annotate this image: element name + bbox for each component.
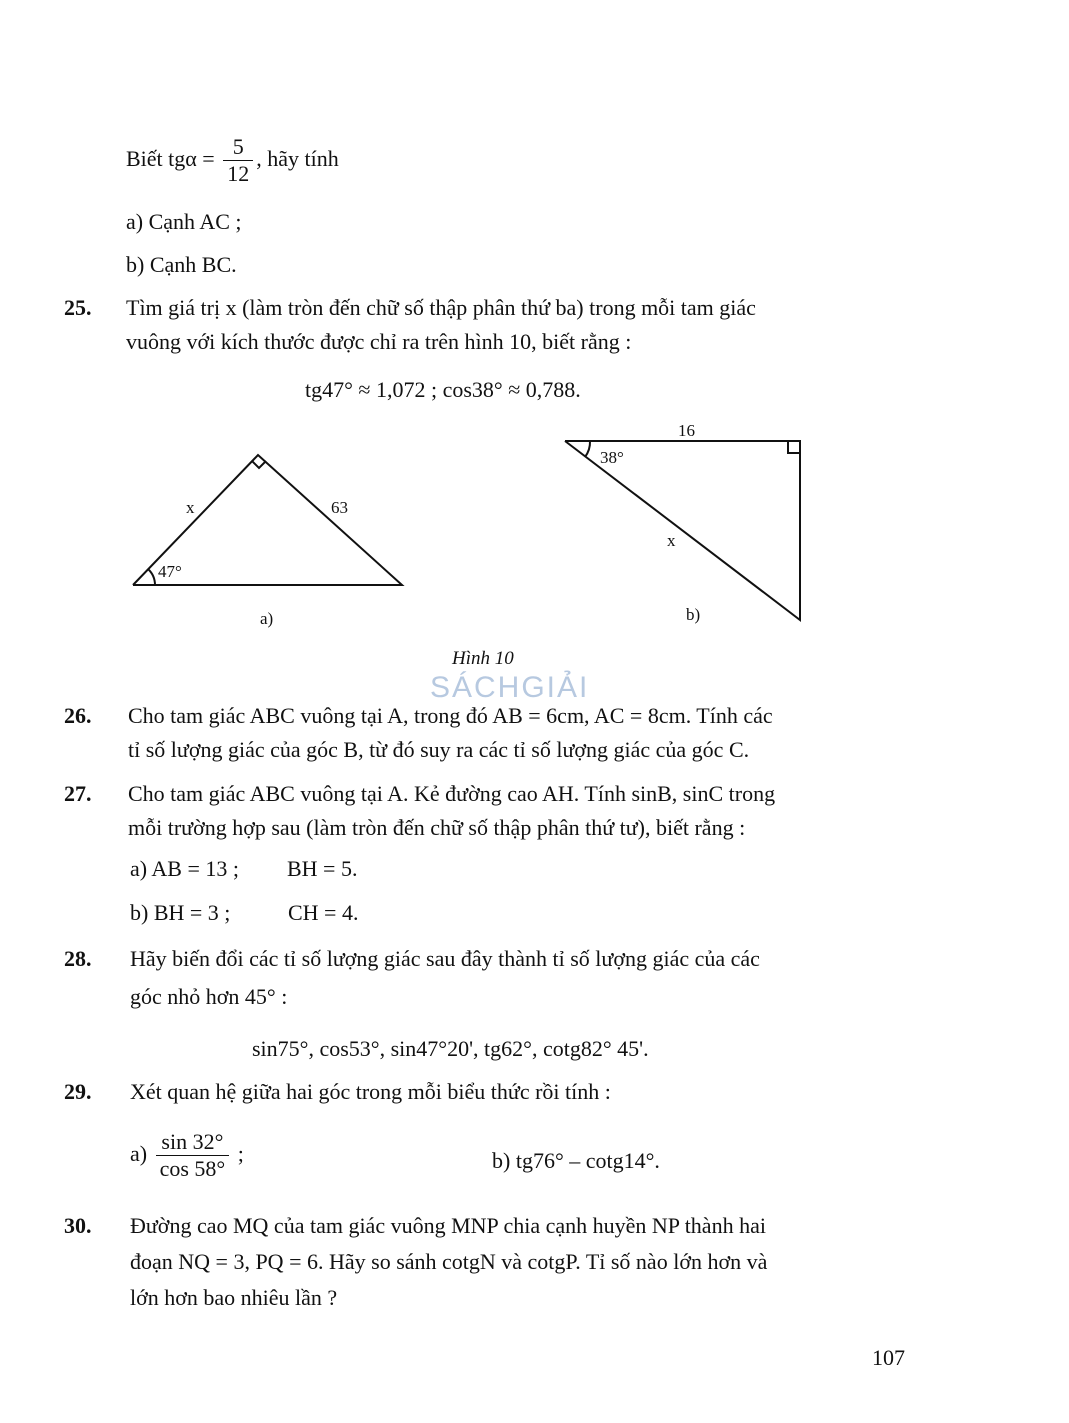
problem-27-line2: mỗi trường hợp sau (làm tròn đến chữ số thập phân thứ tư), biết rằng : [128, 815, 746, 840]
problem-25-line1: Tìm giá trị x (làm tròn đến chữ số thập phân thứ ba) trong mỗi tam giác [126, 295, 756, 320]
triangle-a-side-63: 63 [331, 498, 348, 517]
problem-30-line2: đoạn NQ = 3, PQ = 6. Hãy so sánh cotgN và cotgP. Tỉ số nào lớn hơn và [130, 1249, 768, 1274]
triangle-b-outline [565, 441, 800, 620]
triangle-a-right-angle-mark [252, 461, 266, 468]
figure-10-caption: Hình 10 [452, 648, 514, 669]
problem-30-line3: lớn hơn bao nhiêu lần ? [130, 1285, 338, 1310]
problem-28-number: 28. [64, 946, 92, 971]
problem-29-part-a [130, 1129, 244, 1183]
problem-30-line1: Đường cao MQ của tam giác vuông MNP chia cạnh huyền NP thành hai [130, 1213, 766, 1238]
triangle-b-angle-arc [585, 441, 590, 457]
triangle-b-caption: b) [686, 605, 701, 624]
intro-prefix: Biết tgα = [126, 145, 215, 171]
problem-27-part-a1: a) AB = 13 ; [130, 856, 239, 881]
problem-27-number: 27. [64, 781, 92, 806]
watermark-logo: SÁCHGIẢI [430, 671, 590, 704]
fraction-denominator: 12 [227, 161, 250, 187]
problem-26-line1: Cho tam giác ABC vuông tại A, trong đó AB = 6cm, AC = 8cm. Tính các [128, 703, 773, 728]
triangle-b-right-angle-mark [788, 441, 800, 453]
problem-29-number: 29. [64, 1079, 92, 1104]
page-number: 107 [872, 1345, 905, 1370]
problem-28-line1: Hãy biến đổi các tỉ số lượng giác sau đây thành tỉ số lượng giác của các [130, 946, 760, 971]
problem-28-list: sin75°, cos53°, sin47°20', tg62°, cotg82° 45'. [252, 1036, 649, 1061]
problem-27-line1: Cho tam giác ABC vuông tại A. Kẻ đường cao AH. Tính sinB, sinC trong [128, 781, 776, 806]
problem-29-fraction [156, 1129, 230, 1183]
intro-part-b: b) Cạnh BC. [126, 252, 237, 277]
intro-part-a: a) Cạnh AC ; [126, 209, 242, 234]
triangle-b-angle-label: 38° [600, 448, 624, 467]
problem-25-line2: vuông với kích thước được chỉ ra trên hình 10, biết rằng : [126, 329, 632, 354]
triangle-a-side-x: x [186, 498, 195, 517]
problem-27-part-b1: b) BH = 3 ; [130, 900, 231, 925]
intro-suffix: , hãy tính [256, 145, 339, 171]
problem-27-part-b2: CH = 4. [288, 900, 359, 925]
triangle-a-angle-label: 47° [158, 562, 182, 581]
fraction-numerator: 5 [223, 134, 253, 161]
problem-29-numerator: sin 32° [156, 1129, 230, 1156]
problem-29-denominator: cos 58° [159, 1156, 226, 1182]
problem-25-number: 25. [64, 295, 92, 320]
triangle-a-angle-arc [148, 569, 155, 585]
problem-26-line2: tỉ số lượng giác của góc B, từ đó suy ra các tỉ số lượng giác của góc C. [128, 737, 750, 762]
problem-25-given: tg47° ≈ 1,072 ; cos38° ≈ 0,788. [305, 377, 581, 402]
problem-27-part-a2: BH = 5. [287, 856, 358, 881]
problem-29-line1: Xét quan hệ giữa hai góc trong mỗi biểu thức rồi tính : [130, 1079, 611, 1104]
problem-29-part-b: b) tg76° – cotg14°. [492, 1148, 660, 1173]
triangle-a-caption: a) [260, 609, 274, 628]
problem-29-a-tail: ; [237, 1140, 244, 1166]
triangle-b [565, 441, 800, 620]
triangle-b-side-x: x [667, 531, 676, 550]
figure-10 [0, 0, 1069, 700]
problem-26-number: 26. [64, 703, 92, 728]
problem-28-line2: góc nhỏ hơn 45° : [130, 984, 288, 1009]
problem-30-number: 30. [64, 1213, 92, 1238]
triangle-b-side-16: 16 [678, 421, 695, 440]
problem-29-a-label: a) [130, 1140, 148, 1166]
